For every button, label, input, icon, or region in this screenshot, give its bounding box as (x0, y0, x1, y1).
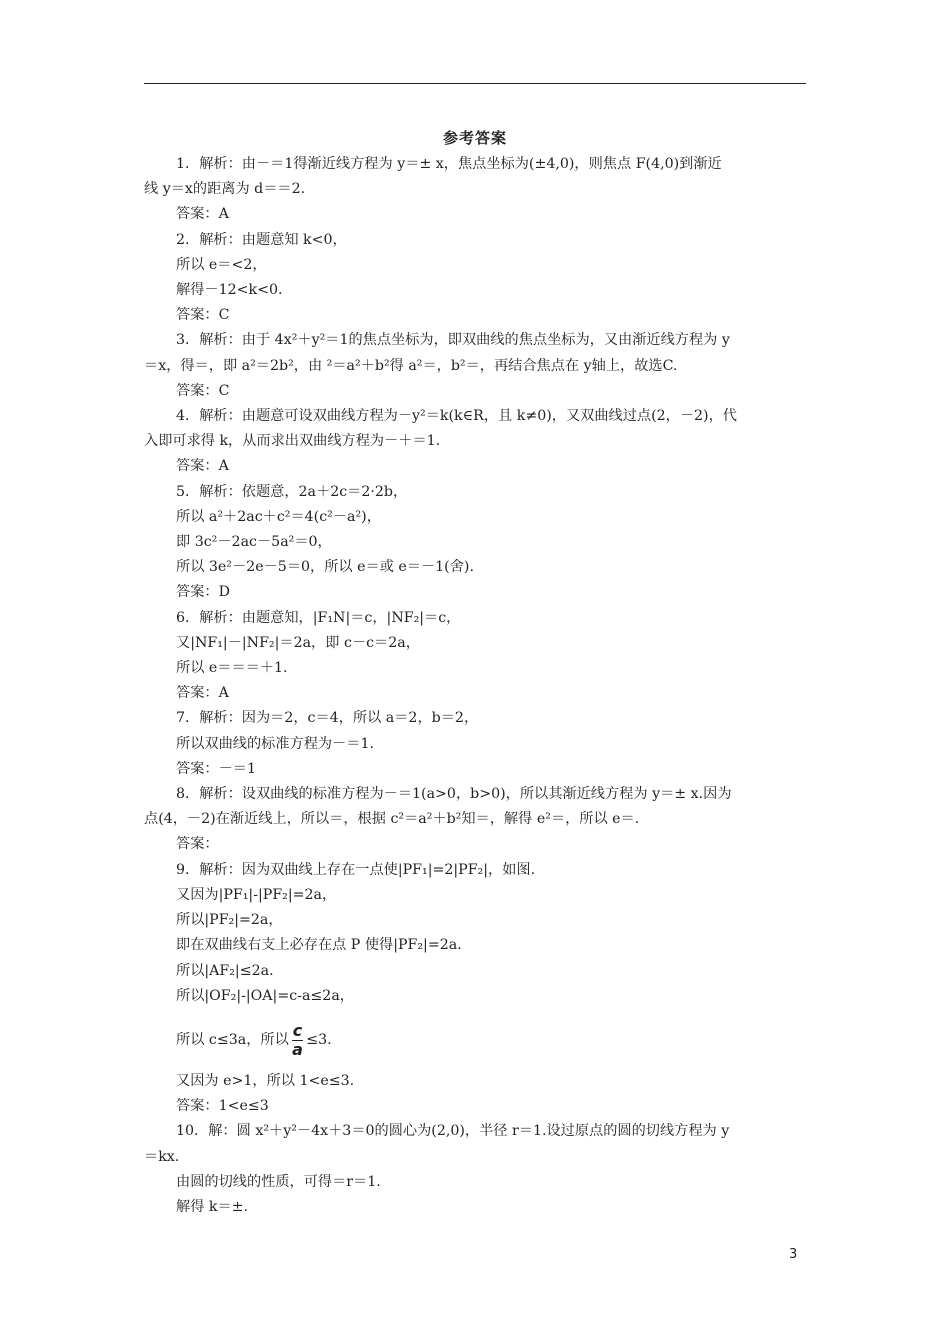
text-line: 所以 3e²－2e－5＝0，所以 e＝或 e＝－1(舍). (176, 559, 474, 576)
text-line: 点(4，－2)在渐近线上，所以＝，根据 c²＝a²＋b²知＝，解得 e²＝，所以 e＝. (144, 811, 640, 828)
text-line: 6．解析：由题意知，|F₁N|＝c，|NF₂|＝c， (176, 609, 461, 626)
text-line: 所以|OF₂|-|OA|=c-a≤2a， (176, 987, 354, 1004)
text-line: 10．解：圆 x²＋y²－4x＋3＝0的圆心为(2,0)，半径 r＝1.设过原点的圆的切线方程为 y (176, 1123, 730, 1140)
text-line: 9．解析：因为双曲线上存在一点使|PF₁|=2|PF₂|，如图. (176, 861, 536, 878)
answer-content (144, 152, 808, 1220)
text-line: 又因为 e>1，所以 1<e≤3. (176, 1072, 355, 1089)
text-line: 答案：A (176, 206, 229, 223)
text-line: 由圆的切线的性质，可得＝r＝1. (176, 1173, 381, 1190)
text-line: 又因为|PF₁|-|PF₂|=2a， (176, 886, 337, 903)
fraction-line (144, 1015, 808, 1067)
text-line: 答案：C (176, 382, 230, 399)
text-line: 又|NF₁|－|NF₂|＝2a，即 c－c＝2a， (176, 634, 420, 651)
text-line: 即 3c²－2ac－5a²＝0， (176, 534, 332, 551)
text-line: 入即可求得 k，从而求出双曲线方程为－＋＝1. (144, 433, 441, 450)
page-number: 3 (789, 1247, 798, 1262)
text-line: 答案：－＝1 (176, 760, 256, 777)
text-line: 解得 k＝±. (176, 1198, 249, 1215)
text-line: ＝x，得＝，即 a²＝2b²，由 ²＝a²＋b²得 a²＝，b²＝，再结合焦点在 y轴上，故选C. (144, 357, 678, 374)
header-rule (144, 83, 806, 84)
fraction-line-after: ≤3. (306, 1032, 332, 1049)
text-line: 5．解析：依题意，2a＋2c＝2·2b， (176, 483, 408, 500)
text-line: 线 y＝x的距离为 d＝＝2. (144, 181, 306, 198)
text-line: 所以 e＝<2， (176, 256, 267, 273)
text-line: 答案：D (176, 584, 230, 601)
text-line: 答案：1<e≤3 (176, 1098, 269, 1115)
text-line: 所以 e＝＝＝＋1. (176, 660, 288, 677)
text-line: 8．解析：设双曲线的标准方程为－＝1(a>0，b>0)，所以其渐近线方程为 y＝± x.因为 (176, 786, 732, 803)
text-line: ＝kx. (144, 1148, 180, 1165)
text-line: 7．解析：因为＝2，c＝4，所以 a＝2，b＝2， (176, 710, 479, 727)
text-line: 2．解析：由题意知 k<0， (176, 231, 347, 248)
text-line: 4．解析：由题意可设双曲线方程为－y²＝k(k∈R，且 k≠0)，又双曲线过点(2，－2)，代 (176, 408, 737, 425)
fraction-denominator: a (292, 1040, 303, 1060)
text-line: 答案：A (176, 685, 229, 702)
text-line: 3．解析：由于 4x²＋y²＝1的焦点坐标为，即双曲线的焦点坐标为，又由渐近线方程为 y (176, 332, 730, 349)
text-line: 1．解析：由－＝1得渐近线方程为 y＝± x，焦点坐标为(±4,0)，则焦点 F(4,0)到渐近 (176, 156, 722, 172)
text-line: 所以|PF₂|=2a， (176, 912, 283, 929)
fraction (292, 1022, 303, 1059)
text-line: 所以|AF₂|≤2a. (176, 962, 274, 979)
text-line: 所以双曲线的标准方程为－＝1. (176, 735, 374, 752)
text-line: 即在双曲线右支上必存在点 P 使得|PF₂|=2a. (176, 937, 462, 954)
text-line: 答案：A (176, 458, 229, 475)
text-line: 解得－12<k<0. (176, 282, 283, 299)
text-line: 所以 a²＋2ac＋c²＝4(c²－a²)， (176, 508, 381, 525)
fraction-line-before: 所以 c≤3a，所以 (176, 1032, 289, 1049)
fraction-numerator: c (292, 1021, 303, 1041)
text-line: 答案：C (176, 307, 230, 324)
text-line: 答案： (176, 836, 219, 853)
page-title: 参考答案 (442, 129, 507, 147)
